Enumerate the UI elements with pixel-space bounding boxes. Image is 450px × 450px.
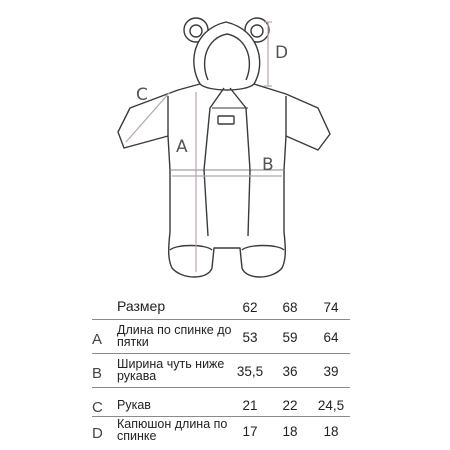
table-cell: 24,5 [317,398,345,413]
row-letter: D [92,425,103,442]
table-row [0,416,450,450]
dimension-label-b: B [262,155,274,175]
table-cell: 53 [242,330,258,345]
row-letter: A [92,331,103,348]
left-foot [170,246,212,251]
size-column-header: 62 [242,300,258,315]
measure-line-c [126,92,170,142]
table-header-row [0,292,450,326]
size-column-header: 74 [323,300,339,315]
table-divider [92,319,350,320]
table-row [0,322,450,356]
table-cell: 18 [282,424,298,439]
table-cell: 35,5 [236,364,264,379]
table-cell: 22 [282,398,298,413]
size-chart-table [0,292,450,450]
table-divider [92,353,350,354]
dimension-label-d: D [275,43,289,63]
size-column-header: 68 [282,300,298,315]
dimension-label-c: C [136,85,148,105]
table-cell: 21 [242,398,258,413]
row-label: Ширина чуть ниже рукава [117,357,225,383]
body-outline [118,84,330,277]
table-cell: 36 [282,364,298,379]
row-letter: C [92,399,103,416]
table-cell: 39 [323,364,339,379]
table-cell: 59 [282,330,298,345]
right-foot [242,246,284,251]
row-label: Капюшон длина по спинке [117,417,228,443]
table-cell: 64 [323,330,339,345]
hood-outline [194,22,260,90]
zipper-line [204,88,224,236]
row-label: Длина по спинке до пятки [117,323,232,349]
table-cell: 18 [323,424,339,439]
size-header-label: Размер [117,298,166,314]
table-divider [92,387,350,388]
table-row [0,356,450,390]
table-cell: 17 [242,424,258,439]
chest-label-patch [218,116,234,124]
row-letter: B [92,365,103,382]
row-label: Рукав [117,398,151,412]
dimension-label-a: A [176,137,188,157]
